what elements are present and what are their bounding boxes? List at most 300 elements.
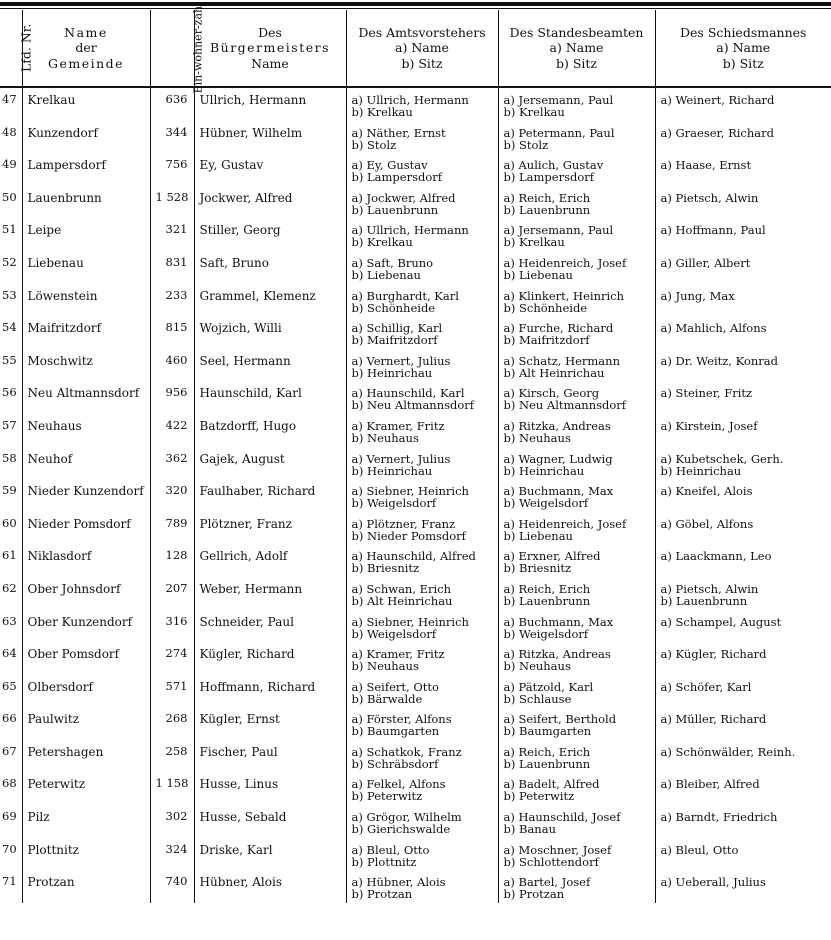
header-sb-line3: b) Sitz xyxy=(555,55,598,71)
entry-name: a) Pietsch, Alwin xyxy=(660,190,759,205)
amtsvorsteher-cell xyxy=(346,642,498,675)
einwohner-count: 789 xyxy=(150,512,194,545)
entry-sitz: b) Neuhaus xyxy=(503,430,571,445)
entry-name: a) Moschner, Josef xyxy=(503,842,612,857)
einwohner-count: 1 528 xyxy=(150,186,194,219)
entry-name: a) Schwan, Erich xyxy=(351,581,452,596)
entry-sitz: b) Schlottendorf xyxy=(503,854,599,869)
einwohner-count: 422 xyxy=(150,414,194,447)
schiedsmann-cell xyxy=(655,218,831,251)
table-row xyxy=(0,675,831,708)
entry-sitz: b) Weigelsdorf xyxy=(503,626,589,641)
header-av-line2: a) Name xyxy=(395,40,449,56)
header-einwohner xyxy=(150,2,205,94)
row-number: 68 xyxy=(2,776,17,791)
amtsvorsteher-cell xyxy=(346,153,498,186)
schiedsmann-cell xyxy=(655,381,831,414)
entry-name: a) Vernert, Julius xyxy=(351,353,451,368)
header-gemeinde-line3: Gemeinde xyxy=(47,55,125,71)
entry-name: a) Haase, Ernst xyxy=(660,158,752,173)
amtsvorsteher-cell xyxy=(346,544,498,577)
gemeinde-name: Liebenau xyxy=(22,251,150,284)
entry-name: a) Petermann, Paul xyxy=(503,125,615,140)
entry-name: a) Müller, Richard xyxy=(660,712,767,727)
schiedsmann-cell xyxy=(655,251,831,284)
entry-name: a) Kügler, Richard xyxy=(660,647,767,662)
entry-name: a) Burghardt, Karl xyxy=(351,288,459,303)
entry-name: a) Kneifel, Alois xyxy=(660,484,753,499)
einwohner-count: 740 xyxy=(150,870,194,903)
header-bm-line3: Name xyxy=(251,55,289,71)
schiedsmann-cell xyxy=(655,544,831,577)
einwohner-count: 128 xyxy=(150,544,194,577)
header-buergermeister xyxy=(194,10,346,87)
gemeinde-name: Nieder Pomsdorf xyxy=(22,512,150,545)
table-row xyxy=(0,121,831,154)
entry-sitz: b) Weigelsdorf xyxy=(503,496,589,511)
entry-name: a) Bleul, Otto xyxy=(660,842,739,857)
entry-sitz: b) Schlause xyxy=(503,691,572,706)
table-row xyxy=(0,479,831,512)
header-sm-line3: b) Sitz xyxy=(722,55,764,71)
amtsvorsteher-cell xyxy=(346,381,498,414)
entry-name: a) Weinert, Richard xyxy=(660,93,775,107)
entry-name: a) Buchmann, Max xyxy=(503,614,614,629)
header-gemeinde-line1: Name xyxy=(64,24,108,40)
entry-name: a) Jung, Max xyxy=(660,288,735,303)
entry-name: a) Vernert, Julius xyxy=(351,451,451,466)
table-row xyxy=(0,610,831,643)
table-row xyxy=(0,251,831,284)
einwohner-count: 571 xyxy=(150,675,194,708)
buergermeister-name: Driske, Karl xyxy=(194,838,346,871)
gemeinde-table xyxy=(0,2,831,903)
standesbeamte-cell xyxy=(498,838,655,871)
schiedsmann-cell xyxy=(655,87,831,121)
entry-name: a) Haunschild, Karl xyxy=(351,386,465,401)
entry-name: a) Schöfer, Karl xyxy=(660,679,752,694)
row-number: 53 xyxy=(2,287,17,302)
schiedsmann-cell xyxy=(655,121,831,154)
amtsvorsteher-cell xyxy=(346,447,498,480)
entry-name: a) Giller, Albert xyxy=(660,255,751,270)
table-row xyxy=(0,805,831,838)
buergermeister-name: Haunschild, Karl xyxy=(194,381,346,414)
buergermeister-name: Fischer, Paul xyxy=(194,740,346,773)
entry-name: a) Haunschild, Alfred xyxy=(351,549,476,564)
row-number: 54 xyxy=(2,320,17,335)
entry-name: a) Grögor, Wilhelm xyxy=(351,810,462,825)
entry-name: a) Reich, Erich xyxy=(503,190,591,205)
entry-name: a) Graeser, Richard xyxy=(660,125,774,140)
row-number: 58 xyxy=(2,450,17,465)
entry-name: a) Wagner, Ludwig xyxy=(503,451,613,466)
entry-sitz: b) Maifritzdorf xyxy=(351,333,438,348)
entry-sitz: b) Heinrichau xyxy=(351,365,433,380)
amtsvorsteher-cell xyxy=(346,349,498,382)
buergermeister-name: Faulhaber, Richard xyxy=(194,479,346,512)
entry-name: a) Ritzka, Andreas xyxy=(503,647,611,662)
entry-name: a) Steiner, Fritz xyxy=(660,386,753,401)
entry-sitz: b) Krelkau xyxy=(503,105,565,119)
einwohner-count: 756 xyxy=(150,153,194,186)
entry-sitz: b) Krelkau xyxy=(351,235,413,250)
entry-sitz: b) Baumgarten xyxy=(503,724,592,739)
header-einwohner-text: Ein-wohner-zahl xyxy=(191,2,205,94)
gemeinde-name: Moschwitz xyxy=(22,349,150,382)
header-sm-line2: a) Name xyxy=(716,40,771,56)
entry-name: a) Heidenreich, Josef xyxy=(503,516,627,531)
entry-name: a) Klinkert, Heinrich xyxy=(503,288,624,303)
amtsvorsteher-cell xyxy=(346,414,498,447)
schiedsmann-cell xyxy=(655,740,831,773)
header-gemeinde xyxy=(22,10,150,87)
table-row xyxy=(0,512,831,545)
entry-name: a) Heidenreich, Josef xyxy=(503,255,627,270)
entry-name: a) Ullrich, Hermann xyxy=(351,93,469,107)
einwohner-count: 815 xyxy=(150,316,194,349)
standesbeamte-cell xyxy=(498,153,655,186)
entry-sitz: b) Heinrichau xyxy=(503,463,585,478)
entry-sitz: b) Lauenbrunn xyxy=(503,756,591,771)
standesbeamte-cell xyxy=(498,87,655,121)
table-row xyxy=(0,447,831,480)
entry-sitz: b) Schönheide xyxy=(503,300,588,315)
entry-name: a) Kramer, Fritz xyxy=(351,418,445,433)
entry-sitz: b) Schräbsdorf xyxy=(351,756,439,771)
entry-name: a) Jockwer, Alfred xyxy=(351,190,456,205)
entry-name: a) Schillig, Karl xyxy=(351,321,443,336)
einwohner-count: 956 xyxy=(150,381,194,414)
schiedsmann-cell xyxy=(655,772,831,805)
einwohner-count: 636 xyxy=(150,87,194,121)
entry-sitz: b) Peterwitz xyxy=(503,789,575,804)
entry-name: a) Siebner, Heinrich xyxy=(351,614,469,629)
standesbeamte-cell xyxy=(498,512,655,545)
einwohner-count: 460 xyxy=(150,349,194,382)
entry-sitz: b) Neuhaus xyxy=(503,659,571,674)
amtsvorsteher-cell xyxy=(346,838,498,871)
entry-name: a) Siebner, Heinrich xyxy=(351,484,469,499)
schiedsmann-cell xyxy=(655,870,831,903)
buergermeister-name: Jockwer, Alfred xyxy=(194,186,346,219)
buergermeister-name: Wojzich, Willi xyxy=(194,316,346,349)
schiedsmann-cell xyxy=(655,610,831,643)
header-schiedsmann xyxy=(655,10,831,87)
table-row xyxy=(0,740,831,773)
entry-name: a) Schampel, August xyxy=(660,614,782,629)
entry-name: a) Mahlich, Alfons xyxy=(660,321,767,336)
top-rule xyxy=(0,2,831,6)
entry-sitz: b) Schönheide xyxy=(351,300,436,315)
table-row xyxy=(0,414,831,447)
amtsvorsteher-cell xyxy=(346,218,498,251)
row-number: 57 xyxy=(2,417,17,432)
schiedsmann-cell xyxy=(655,512,831,545)
entry-name: a) Ullrich, Hermann xyxy=(351,223,469,238)
entry-name: a) Haunschild, Josef xyxy=(503,810,621,825)
entry-name: a) Saft, Bruno xyxy=(351,255,434,270)
standesbeamte-cell xyxy=(498,675,655,708)
gemeinde-name: Lauenbrunn xyxy=(22,186,150,219)
table-row xyxy=(0,87,831,121)
entry-sitz: b) Liebenau xyxy=(351,267,421,282)
row-number: 67 xyxy=(2,743,17,758)
einwohner-count: 1 158 xyxy=(150,772,194,805)
gemeinde-name: Nieder Kunzendorf xyxy=(22,479,150,512)
standesbeamte-cell xyxy=(498,316,655,349)
entry-name: a) Bleiber, Alfred xyxy=(660,777,760,792)
entry-name: a) Hübner, Alois xyxy=(351,875,446,890)
entry-name: a) Schatkok, Franz xyxy=(351,744,462,759)
row-number: 51 xyxy=(2,222,17,237)
entry-sitz: b) Lauenbrunn xyxy=(503,593,591,608)
gemeinde-name: Neuhaus xyxy=(22,414,150,447)
gemeinde-name: Pilz xyxy=(22,805,150,838)
entry-sitz: b) Maifritzdorf xyxy=(503,333,590,348)
einwohner-count: 233 xyxy=(150,284,194,317)
header-sb-line1: Des Standesbeamten xyxy=(509,24,644,40)
header-lfd-nr xyxy=(0,10,34,87)
entry-sitz: b) Protzan xyxy=(351,887,413,902)
entry-sitz: b) Baumgarten xyxy=(351,724,440,739)
standesbeamte-cell xyxy=(498,381,655,414)
entry-name: a) Schönwälder, Reinh. xyxy=(660,744,796,759)
table-row xyxy=(0,642,831,675)
gemeinde-name: Ober Johnsdorf xyxy=(22,577,150,610)
table-row xyxy=(0,381,831,414)
entry-name: a) Reich, Erich xyxy=(503,581,591,596)
gemeinde-name: Protzan xyxy=(22,870,150,903)
standesbeamte-cell xyxy=(498,544,655,577)
standesbeamte-cell xyxy=(498,805,655,838)
gemeinde-name: Leipe xyxy=(22,218,150,251)
entry-sitz: b) Stolz xyxy=(351,137,397,152)
amtsvorsteher-cell xyxy=(346,121,498,154)
entry-name: a) Seifert, Berthold xyxy=(503,712,617,727)
table-row xyxy=(0,544,831,577)
entry-sitz: b) Neuhaus xyxy=(351,659,419,674)
schiedsmann-cell xyxy=(655,642,831,675)
standesbeamte-cell xyxy=(498,642,655,675)
standesbeamte-cell xyxy=(498,218,655,251)
entry-sitz: b) Lauenbrunn xyxy=(351,202,439,217)
entry-name: a) Ey, Gustav xyxy=(351,158,428,173)
entry-sitz: b) Protzan xyxy=(503,887,565,902)
entry-sitz: b) Krelkau xyxy=(503,235,565,250)
entry-name: a) Pietsch, Alwin xyxy=(660,581,759,596)
entry-sitz: b) Lauenbrunn xyxy=(503,202,591,217)
entry-name: a) Bleul, Otto xyxy=(351,842,430,857)
entry-name: a) Jersemann, Paul xyxy=(503,93,614,107)
entry-sitz: b) Heinrichau xyxy=(351,463,433,478)
gemeinde-name: Peterwitz xyxy=(22,772,150,805)
entry-name: a) Buchmann, Max xyxy=(503,484,614,499)
buergermeister-name: Schneider, Paul xyxy=(194,610,346,643)
entry-name: a) Bartel, Josef xyxy=(503,875,591,890)
schiedsmann-cell xyxy=(655,675,831,708)
entry-sitz: b) Alt Heinrichau xyxy=(503,365,605,380)
entry-name: a) Aulich, Gustav xyxy=(503,158,604,173)
buergermeister-name: Husse, Sebald xyxy=(194,805,346,838)
einwohner-count: 344 xyxy=(150,121,194,154)
entry-name: a) Hoffmann, Paul xyxy=(660,223,766,238)
gemeinde-name: Krelkau xyxy=(22,87,150,121)
table-row xyxy=(0,218,831,251)
entry-sitz: b) Lampersdorf xyxy=(351,170,443,185)
amtsvorsteher-cell xyxy=(346,675,498,708)
amtsvorsteher-cell xyxy=(346,707,498,740)
einwohner-count: 302 xyxy=(150,805,194,838)
row-number: 49 xyxy=(2,157,17,172)
amtsvorsteher-cell xyxy=(346,284,498,317)
amtsvorsteher-cell xyxy=(346,512,498,545)
gemeinde-name: Olbersdorf xyxy=(22,675,150,708)
amtsvorsteher-cell xyxy=(346,87,498,121)
gemeinde-name: Kunzendorf xyxy=(22,121,150,154)
header-gemeinde-line2: der xyxy=(75,40,97,56)
row-number: 60 xyxy=(2,515,17,530)
entry-sitz: b) Krelkau xyxy=(351,105,413,119)
entry-sitz: b) Plottnitz xyxy=(351,854,417,869)
einwohner-count: 320 xyxy=(150,479,194,512)
einwohner-count: 831 xyxy=(150,251,194,284)
table-row xyxy=(0,316,831,349)
entry-sitz: b) Liebenau xyxy=(503,528,573,543)
schiedsmann-cell xyxy=(655,186,831,219)
entry-name: a) Kirstein, Josef xyxy=(660,418,758,433)
gemeinde-name: Niklasdorf xyxy=(22,544,150,577)
standesbeamte-cell xyxy=(498,414,655,447)
row-number: 50 xyxy=(2,189,17,204)
entry-sitz: b) Briesnitz xyxy=(351,561,420,576)
entry-name: a) Erxner, Alfred xyxy=(503,549,601,564)
table-row xyxy=(0,186,831,219)
buergermeister-name: Hoffmann, Richard xyxy=(194,675,346,708)
entry-name: a) Förster, Alfons xyxy=(351,712,452,727)
buergermeister-name: Seel, Hermann xyxy=(194,349,346,382)
buergermeister-name: Kügler, Ernst xyxy=(194,707,346,740)
amtsvorsteher-cell xyxy=(346,479,498,512)
table-row xyxy=(0,870,831,903)
amtsvorsteher-cell xyxy=(346,740,498,773)
entry-sitz: b) Lampersdorf xyxy=(503,170,595,185)
entry-name: a) Jersemann, Paul xyxy=(503,223,614,238)
schiedsmann-cell xyxy=(655,805,831,838)
header-row xyxy=(0,10,831,87)
gemeinde-name: Petershagen xyxy=(22,740,150,773)
entry-sitz: b) Weigelsdorf xyxy=(351,496,437,511)
gemeinde-name: Paulwitz xyxy=(22,707,150,740)
standesbeamte-cell xyxy=(498,707,655,740)
header-amtsvorsteher xyxy=(346,10,498,87)
standesbeamte-cell xyxy=(498,447,655,480)
schiedsmann-cell xyxy=(655,479,831,512)
table-row xyxy=(0,349,831,382)
row-number: 69 xyxy=(2,809,17,824)
gemeinde-name: Plottnitz xyxy=(22,838,150,871)
header-standesbeamte xyxy=(498,10,655,87)
table-row xyxy=(0,772,831,805)
entry-name: a) Ritzka, Andreas xyxy=(503,418,611,433)
entry-name: a) Göbel, Alfons xyxy=(660,516,754,531)
header-bm-line1: Des xyxy=(258,24,282,40)
standesbeamte-cell xyxy=(498,479,655,512)
row-number: 61 xyxy=(2,548,17,563)
top-rule-thin xyxy=(0,8,831,9)
entry-name: a) Schatz, Hermann xyxy=(503,353,620,368)
standesbeamte-cell xyxy=(498,740,655,773)
header-lfd-nr-text: Lfd. Nr. xyxy=(18,23,34,73)
row-number: 55 xyxy=(2,352,17,367)
einwohner-count: 321 xyxy=(150,218,194,251)
standesbeamte-cell xyxy=(498,772,655,805)
entry-sitz: b) Gierichswalde xyxy=(351,822,451,837)
gemeinde-name: Maifritzdorf xyxy=(22,316,150,349)
table-row xyxy=(0,707,831,740)
header-av-line1: Des Amtsvorstehers xyxy=(358,24,486,40)
row-number: 47 xyxy=(2,92,17,106)
entry-sitz: b) Neuhaus xyxy=(351,430,419,445)
row-number: 56 xyxy=(2,385,17,400)
schiedsmann-cell xyxy=(655,838,831,871)
table-row xyxy=(0,577,831,610)
entry-sitz: b) Stolz xyxy=(503,137,549,152)
entry-sitz: b) Liebenau xyxy=(503,267,573,282)
einwohner-count: 324 xyxy=(150,838,194,871)
buergermeister-name: Ullrich, Hermann xyxy=(194,87,346,121)
amtsvorsteher-cell xyxy=(346,577,498,610)
buergermeister-name: Stiller, Georg xyxy=(194,218,346,251)
row-number: 64 xyxy=(2,646,17,661)
table-row xyxy=(0,284,831,317)
table-row xyxy=(0,838,831,871)
entry-name: a) Kirsch, Georg xyxy=(503,386,600,401)
entry-sitz: b) Banau xyxy=(503,822,556,837)
entry-sitz: b) Briesnitz xyxy=(503,561,572,576)
entry-name: a) Kubetschek, Gerh. xyxy=(660,451,784,466)
row-number: 48 xyxy=(2,124,17,139)
entry-sitz: b) Alt Heinrichau xyxy=(351,593,453,608)
header-sb-line2: a) Name xyxy=(549,40,604,56)
amtsvorsteher-cell xyxy=(346,610,498,643)
buergermeister-name: Husse, Linus xyxy=(194,772,346,805)
buergermeister-name: Kügler, Richard xyxy=(194,642,346,675)
table-body xyxy=(0,87,831,903)
einwohner-count: 316 xyxy=(150,610,194,643)
row-number: 71 xyxy=(2,874,17,889)
header-sm-line1: Des Schiedsmannes xyxy=(680,24,807,40)
buergermeister-name: Gajek, August xyxy=(194,447,346,480)
entry-sitz: b) Lauenbrunn xyxy=(660,593,748,608)
einwohner-count: 274 xyxy=(150,642,194,675)
table-row xyxy=(0,153,831,186)
schiedsmann-cell xyxy=(655,316,831,349)
standesbeamte-cell xyxy=(498,121,655,154)
entry-name: a) Laackmann, Leo xyxy=(660,549,772,564)
entry-name: a) Barndt, Friedrich xyxy=(660,810,778,825)
row-number: 62 xyxy=(2,580,17,595)
gemeinde-name: Neu Altmannsdorf xyxy=(22,381,150,414)
amtsvorsteher-cell xyxy=(346,805,498,838)
standesbeamte-cell xyxy=(498,610,655,643)
row-number: 52 xyxy=(2,254,17,269)
entry-sitz: b) Neu Altmannsdorf xyxy=(351,398,475,413)
entry-name: a) Seifert, Otto xyxy=(351,679,439,694)
einwohner-count: 362 xyxy=(150,447,194,480)
buergermeister-name: Hübner, Wilhelm xyxy=(194,121,346,154)
amtsvorsteher-cell xyxy=(346,772,498,805)
